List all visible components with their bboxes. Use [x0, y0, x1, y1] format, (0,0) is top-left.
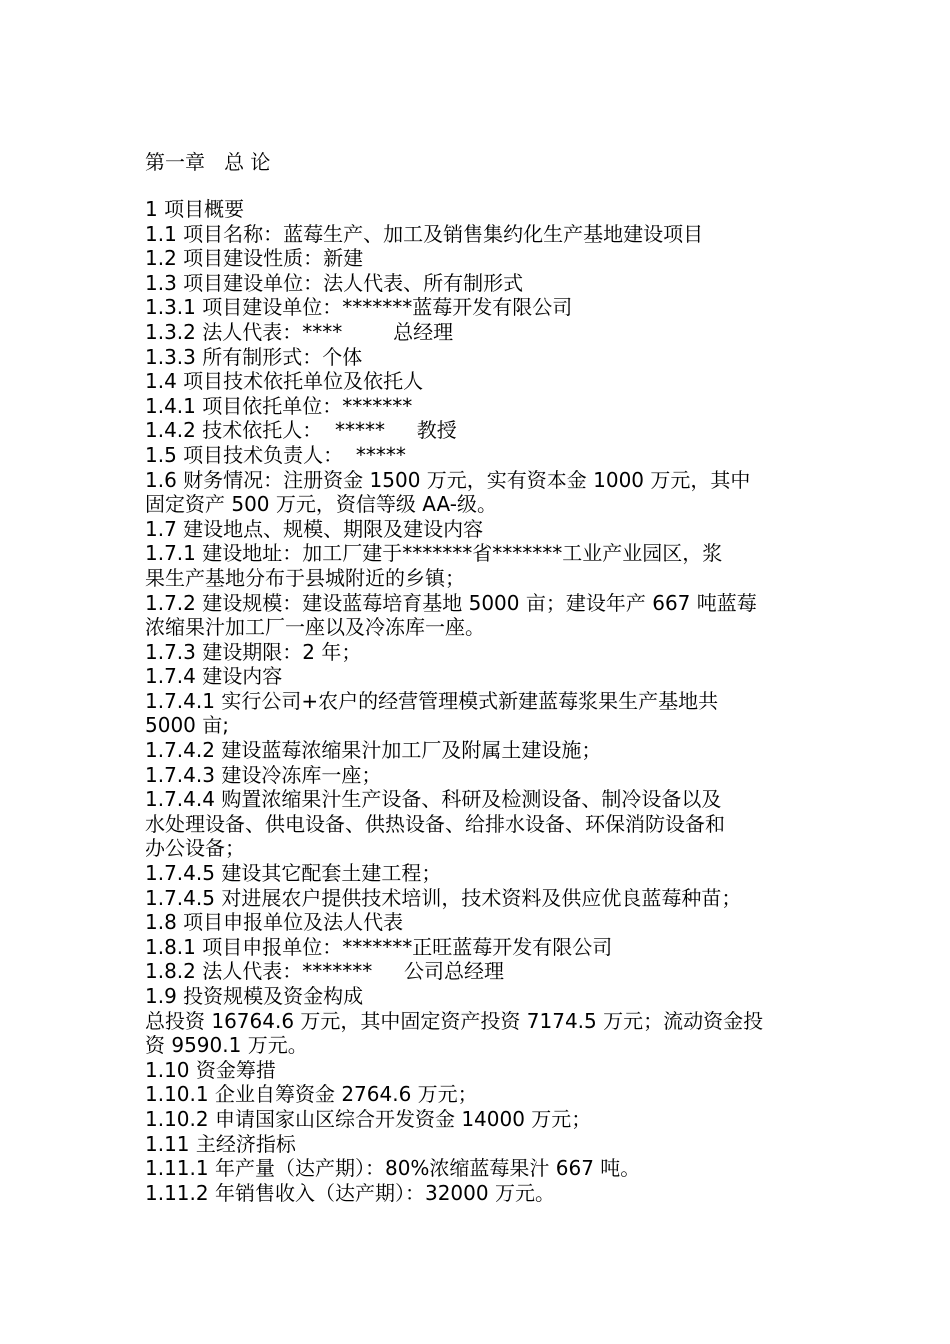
- text-line: 1.7.4.1 实行公司+农户的经营管理模式新建蓝莓浆果生产基地共: [145, 688, 719, 713]
- text-line: 1.11 主经济指标: [145, 1131, 296, 1156]
- text-line: 1.7.1 建设地址：加工厂建于*******省*******工业产业园区，浆: [145, 541, 723, 566]
- text-line: 1.10.1 企业自筹资金 2764.6 万元；: [145, 1082, 478, 1107]
- text-line: 1.7.2 建设规模：建设蓝莓培育基地 5000 亩；建设年产 667 吨蓝莓: [145, 590, 757, 615]
- text-line: 果生产基地分布于县城附近的乡镇；: [145, 565, 465, 590]
- text-line: 办公设备；: [145, 836, 245, 861]
- text-line: 1.7.4.4 购置浓缩果汁生产设备、科研及检测设备、制冷设备以及: [145, 787, 722, 812]
- text-line: 1.4.2 技术依托人： ***** 教授: [145, 418, 457, 443]
- text-line: 1.7.4 建设内容: [145, 664, 283, 689]
- text-line: 总投资 16764.6 万元，其中固定资产投资 7174.5 万元；流动资金投: [145, 1008, 764, 1033]
- text-line: 1.11.2 年销售收入（达产期）：32000 万元。: [145, 1180, 555, 1205]
- text-line: 1.4 项目技术依托单位及依托人: [145, 369, 424, 394]
- text-line: 1.3.3 所有制形式：个体: [145, 344, 363, 369]
- text-line: 1.8.1 项目申报单位：*******正旺蓝莓开发有限公司: [145, 934, 613, 959]
- text-line: 1.5 项目技术负责人： *****: [145, 442, 406, 467]
- text-line: 资 9590.1 万元。: [145, 1033, 308, 1058]
- text-line: 1.2 项目建设性质：新建: [145, 246, 364, 271]
- text-line: 1.7.4.3 建设冷冻库一座；: [145, 762, 382, 787]
- text-line: 5000 亩;: [145, 713, 229, 738]
- document-body: [145, 197, 810, 1205]
- text-line: 1.7.3 建设期限：2 年；: [145, 639, 362, 664]
- text-line: 1.8.2 法人代表：******* 公司总经理: [145, 959, 505, 984]
- text-line: 1.7 建设地点、规模、期限及建设内容: [145, 516, 484, 541]
- text-line: 固定资产 500 万元，资信等级 AA-级。: [145, 492, 497, 517]
- text-line: 浓缩果汁加工厂一座以及冷冻库一座。: [145, 615, 485, 640]
- text-line: 1.8 项目申报单位及法人代表: [145, 910, 404, 935]
- text-line: 1.3.2 法人代表：**** 总经理: [145, 319, 454, 344]
- text-line: 1.10.2 申请国家山区综合开发资金 14000 万元；: [145, 1106, 592, 1131]
- text-line: 1.7.4.5 建设其它配套土建工程；: [145, 861, 442, 886]
- text-line: 1.10 资金筹措: [145, 1057, 276, 1082]
- text-line: 1.4.1 项目依托单位：*******: [145, 393, 413, 418]
- text-line: 1.7.4.5 对进展农户提供技术培训，技术资料及供应优良蓝莓种苗；: [145, 885, 742, 910]
- text-line: 1.7.4.2 建设蓝莓浓缩果汁加工厂及附属土建设施；: [145, 738, 602, 763]
- text-line: 1.3.1 项目建设单位：*******蓝莓开发有限公司: [145, 295, 573, 320]
- text-line: 1.1 项目名称：蓝莓生产、加工及销售集约化生产基地建设项目: [145, 221, 704, 246]
- chapter-title: 第一章 总 论: [145, 150, 271, 174]
- text-line: 1.3 项目建设单位：法人代表、所有制形式: [145, 270, 524, 295]
- text-line: 水处理设备、供电设备、供热设备、给排水设备、环保消防设备和: [145, 811, 725, 836]
- text-line: 1.6 财务情况：注册资金 1500 万元，实有资本金 1000 万元，其中: [145, 467, 751, 492]
- text-line: 1 项目概要: [145, 197, 245, 221]
- text-line: 1.11.1 年产量（达产期）：80%浓缩蓝莓果汁 667 吨。: [145, 1156, 641, 1181]
- text-line: 1.9 投资规模及资金构成: [145, 984, 364, 1008]
